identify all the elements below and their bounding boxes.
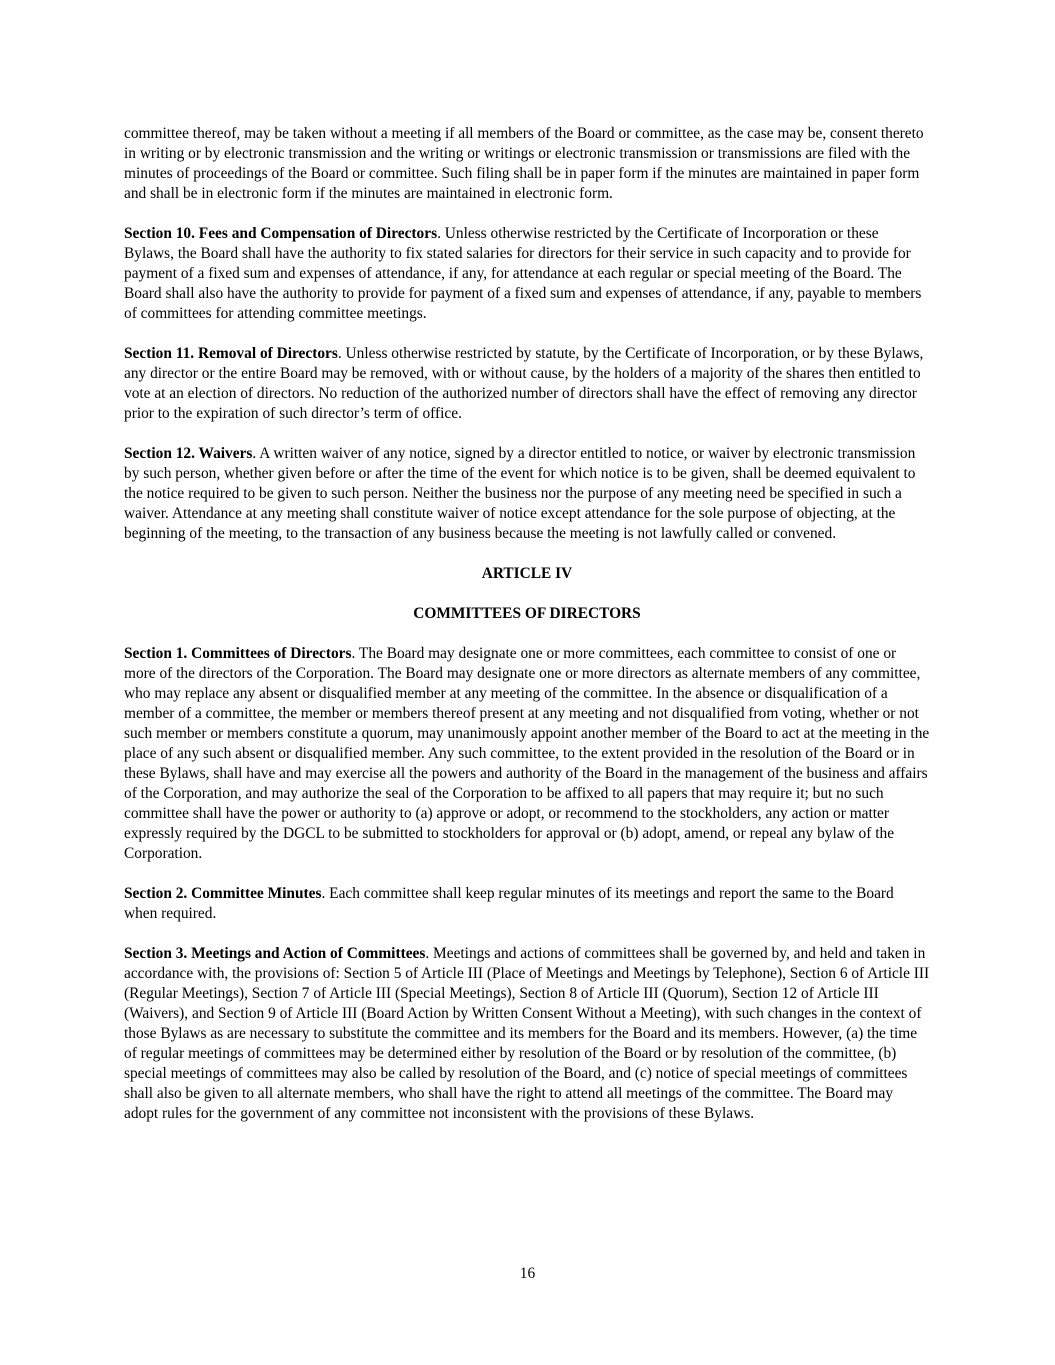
section-10-paragraph (124, 224, 930, 324)
page-number: 16 (519, 1265, 536, 1282)
intro-paragraph: committee thereof, may be taken without a meeting if all members of the Board or committee, as the case may be, consent thereto in writing or by electronic transmission and the writing or writings or electronic transmission or transmissions are filed with the minutes of proceedings of the Board or committee. Such filing shall be in paper form if the minutes are maintained in paper form and shall be in electronic form if the minutes are maintained in electronic form. (124, 125, 924, 202)
article-iv-title: ARTICLE IV (481, 565, 573, 582)
section-12-paragraph (124, 444, 930, 544)
article-iv-section-1-heading: Section 1. Committees of Directors (124, 645, 352, 662)
section-12-heading: Section 12. Waivers (124, 445, 253, 462)
article-iv-section-3-body: . Meetings and actions of committees shall be governed by, and held and taken in accordance with, the provisions of: Section 5 of Article III (Place of Meetings and Meetings by Telephone), Section 6 of Article III (Regular Meetings), Section 7 of Article III (Special Meetings), Section 8 of Article III (Quorum), Section 12 of Article III (Waivers), and Section 9 of Article III (Board Action by Written Consent Without a Meeting), with such changes in the context of those Bylaws as are necessary to substitute the committee and its members for the Board and its members. However, (a) the time of regular meetings of committees may be determined either by resolution of the Board or by resolution of the committee, (b) special meetings of committees may also be called by resolution of the Board, and (c) notice of special meetings of committees shall also be given to all alternate members, who shall have the right to attend all meetings of the committee. The Board may adopt rules for the government of any committee not inconsistent with the provisions of these Bylaws. (124, 945, 930, 1122)
document-page (124, 124, 930, 1144)
section-11-heading: Section 11. Removal of Directors (124, 345, 338, 362)
section-10-body: . Unless otherwise restricted by the Certificate of Incorporation or these Bylaws, the Board shall have the authority to fix stated salaries for directors for their service in such capacity and to provide for payment of a fixed sum and expenses of attendance, if any, for attendance at each regular or special meeting of the Board. The Board shall also have the authority to provide for payment of a fixed sum and expenses of attendance, if any, payable to members of committees for attending committee meetings. (124, 225, 922, 322)
article-iv-section-2-paragraph (124, 884, 930, 924)
article-iv-section-2-body: . Each committee shall keep regular minutes of its meetings and report the same to the Board when required. (124, 885, 894, 922)
article-iv-section-2-heading: Section 2. Committee Minutes (124, 885, 322, 902)
section-12-body: . A written waiver of any notice, signed by a director entitled to notice, or waiver by electronic transmission by such person, whether given before or after the time of the event for which notice is to be given, shall be deemed equivalent to the notice required to be given to such person. Neither the business nor the purpose of any meeting need be specified in such a waiver. Attendance at any meeting shall constitute waiver of notice except attendance for the sole purpose of objecting, at the beginning of the meeting, to the transaction of any business because the meeting is not lawfully called or convened. (124, 445, 916, 542)
article-iv-section-3-heading: Section 3. Meetings and Action of Committees (124, 945, 426, 962)
section-11-paragraph (124, 344, 930, 424)
article-iv-section-3-paragraph (124, 944, 930, 1124)
article-iv-subtitle: COMMITTEES OF DIRECTORS (413, 605, 641, 622)
article-iv-section-1-paragraph (124, 644, 930, 864)
article-iv-section-1-body: . The Board may designate one or more committees, each committee to consist of one or more of the directors of the Corporation. The Board may designate one or more directors as alternate members of any committee, who may replace any absent or disqualified member at any meeting of the committee. In the absence or disqualification of a member of a committee, the member or members thereof present at any meeting and not disqualified from voting, whether or not such member or members constitute a quorum, may unanimously appoint another member of the Board to act at the meeting in the place of any such absent or disqualified member. Any such committee, to the extent provided in the resolution of the Board or in these Bylaws, shall have and may exercise all the powers and authority of the Board in the management of the business and affairs of the Corporation, and may authorize the seal of the Corporation to be affixed to all papers that may require it; but no such committee shall have the power or authority to (a) approve or adopt, or recommend to the stockholders, any action or matter expressly required by the DGCL to be submitted to stockholders for approval or (b) adopt, amend, or repeal any bylaw of the Corporation. (124, 645, 930, 862)
section-11-body: . Unless otherwise restricted by statute, by the Certificate of Incorporation, or by these Bylaws, any director or the entire Board may be removed, with or without cause, by the holders of a majority of the shares then entitled to vote at an election of directors. No reduction of the authorized number of directors shall have the effect of removing any director prior to the expiration of such director’s term of office. (124, 345, 924, 422)
section-10-heading: Section 10. Fees and Compensation of Directors (124, 225, 438, 242)
